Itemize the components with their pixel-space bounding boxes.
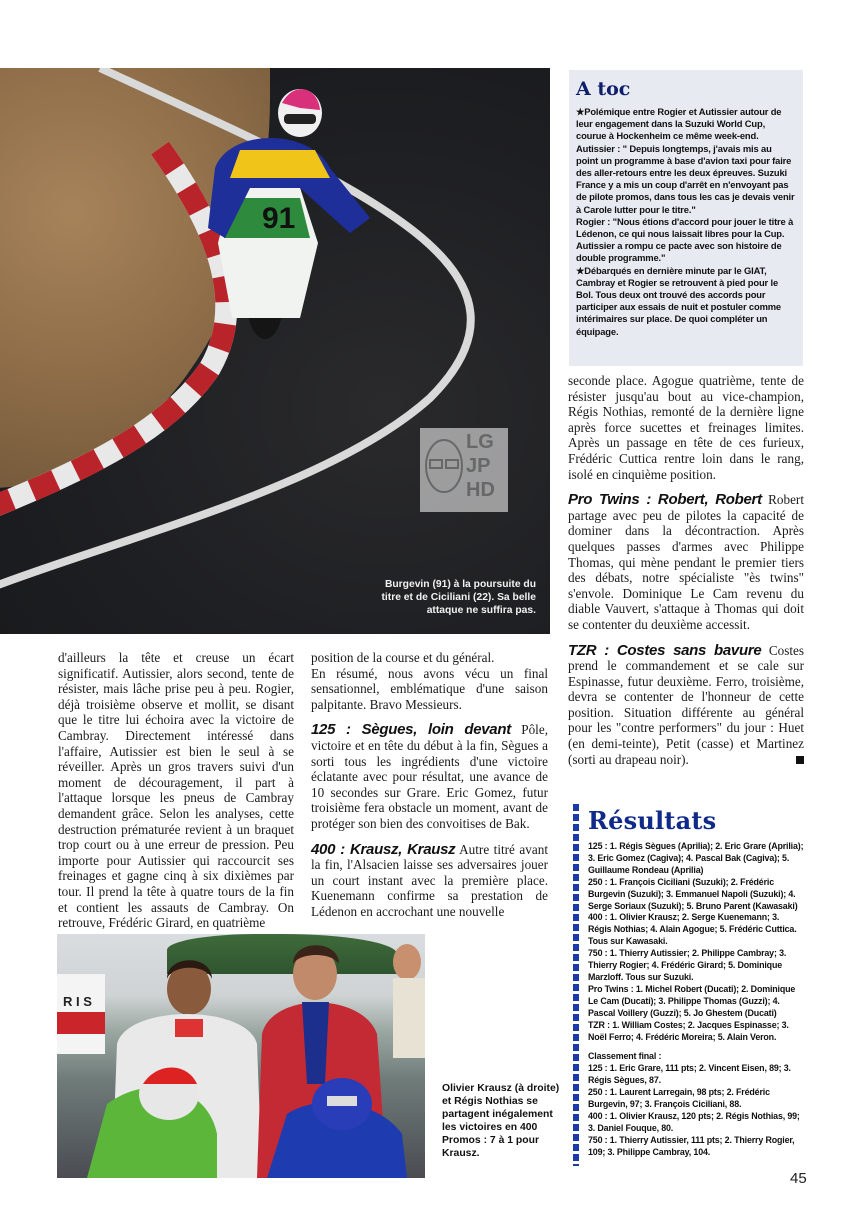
- article-column-3: [568, 373, 804, 777]
- watermark-face-icon: [420, 428, 468, 512]
- section-heading-tzr: TZR : Costes sans bavure: [568, 641, 762, 659]
- results-title: Résultats: [588, 806, 717, 835]
- atoc-paragraph: ★Débarqués en dernière minute par le GIAT, Cambray et Rogier se retrouvent à pied pour le Bol. Tous deux ont trouvé des accords pour participer aux essais de nuit et postuler comme intérimaires sur place. De quoi compléter un équipage.: [576, 264, 782, 337]
- watermark-text: LG JP HD: [466, 431, 495, 501]
- end-mark: [796, 756, 804, 764]
- result-line: Pro Twins : 1. Michel Robert (Ducati); 2. Dominique Le Cam (Ducati); 3. Philippe Thomas (Guzzi); 4. Pascal Voillery (Guzzi); 5. Jo Ghestem (Ducati): [588, 983, 796, 1018]
- article-paragraph: Pôle, victoire et en tête du début à la fin, Sègues a sorti tous les ingrédients d'une victoire éclatante avec pour résultat, une avance de 10 secondes sur Grare. Eric Gomez, futur troisième fera obstacle un moment, avant de protéger son bien des convoitises de Bak.: [311, 722, 548, 831]
- section-heading-125: 125 : Sègues, loin devant: [311, 721, 511, 739]
- riders-photo: [57, 934, 425, 1178]
- article-paragraph: Robert partage avec peu de pilotes la capacité de dominer dans la décontraction. Après quelques passes d'armes avec Philippe Thomas, qui mène pendant le premier tiers des débats, notre spécialiste "ès twins" s'envole. Dominique Le Cam revenu du diable Vauvert, s'attaque à Thomas qui doit se contenter du deuxième accessit.: [568, 492, 804, 632]
- final-line: 125 : 1. Eric Grare, 111 pts; 2. Vincent Eisen, 89; 3. Régis Sègues, 87.: [588, 1063, 791, 1086]
- article-paragraph: En résumé, nous avons vécu un final sensationnel, emblématique d'une saison palpitante. Bravo Messieurs.: [311, 665, 548, 712]
- atoc-paragraph: Rogier : "Nous étions d'accord pour jouer le titre à Lédenon, ce qui nous laissait libres pour la Cup. Autissier a rompu ce pacte avec son histoire de double programme.": [576, 215, 794, 264]
- track-photo-drawing: [0, 68, 550, 634]
- final-line: 400 : 1. Olivier Krausz, 120 pts; 2. Régis Nothias, 99; 3. Daniel Fouque, 80.: [588, 1110, 800, 1133]
- result-line: TZR : 1. William Costes; 2. Jacques Espinasse; 3. Noël Ferro; 4. Frédéric Moreira; 5. Alain Veron.: [588, 1019, 789, 1042]
- atoc-box: [569, 70, 803, 366]
- result-line: 750 : 1. Thierry Autissier; 2. Philippe Cambray; 3. Thierry Rogier; 4. Frédéric Girard; 5. Dominique Marzloff. Tous sur Suzuki.: [588, 948, 787, 982]
- riders-photo-drawing: [57, 934, 425, 1178]
- results-stripe: [573, 804, 579, 1166]
- final-line: 250 : 1. Laurent Larregain, 98 pts; 2. Frédéric Burgevin, 97; 3. François Ciciliani, 88.: [588, 1087, 770, 1110]
- article-column-1: [58, 650, 294, 941]
- article-column-2: [311, 650, 548, 930]
- article-paragraph: Costes prend le commandement et se cale sur Espinasse, futur deuxième. Ferro, troisième, devra se contenter de l'honneur de cette position. Situation différente au général pour les "contre performers" du jour : Huet (en demi-teinte), Petit (casse) et Martinez (sorti au drapeau noir).: [568, 642, 804, 767]
- atoc-paragraph: Autissier : " Depuis longtemps, j'avais mis au point un programme à base d'avion taxi pour faire des aller-retours entre les deux épreuves. Suzuki France y a mis un coup d'arrêt en n'envoyant pas de pilote promos, dans tous les cas je devais venir à Carole lutter pour le titre.": [576, 142, 795, 215]
- article-paragraph: seconde place. Agogue quatrième, tente de résister jusqu'au bout au vice-champion, Régis Nothias, remonté de la dernière ligne après force sucettes et freinages limites. Après un passage en tête de ces furieux, Frédéric Cuttica rentre loin dans le rang, isolé en cinquième position.: [568, 373, 804, 482]
- result-line: 400 : 1. Olivier Krausz; 2. Serge Kuenemann; 3. Régis Nothias; 4. Alain Agogue; 5. Frédéric Cuttica. Tous sur Kawasaki.: [588, 912, 797, 947]
- atoc-title: A toc: [576, 78, 631, 100]
- track-photo: [0, 68, 550, 634]
- final-line: 750 : 1. Thierry Autissier, 111 pts; 2. Thierry Rogier, 109; 3. Philippe Cambray, 104.: [588, 1134, 795, 1157]
- result-line: 250 : 1. François Ciciliani (Suzuki); 2. Frédéric Burgevin (Suzuki); 3. Emmanuel Napoli (Suzuki); 4. Serge Soriaux (Suzuki); 5. Bruno Parent (Kawasaki): [588, 876, 798, 911]
- article-paragraph: d'ailleurs la tête et creuse un écart significatif. Autissier, alors second, tente de résister, mais lâche prise peu à peu. Rogier, déjà troisième observe et mollit, se disant que le titre lui échoira avec la victoire de Cambray. Directement intéressé dans l'affaire, Autissier est bien le seul à se réveiller. Après un gros travers suivi d'un moment de découragement, il part à l'attaque lorsque les pneus de Cambray demandent grâce. Selon les analyses, cette destruction prématurée revient à un braquet trop court ou à une erreur de pression. Peu importe pour Autissier qui raccourcit ses freinages et gagne cinq à six dixièmes par tour. Il prend la tête à quatre tours de la fin et contient les assauts de Cambray. On retrouve, Frédéric Girard, en quatrième: [58, 650, 294, 931]
- sign-text: R I S: [63, 994, 92, 1009]
- article-paragraph: Autre titré avant la fin, l'Alsacien laisse ses adversaires jouer un court instant avec la première place. Kuenemann confirme sa prestation de Lédenon en accrochant une nouvelle: [311, 841, 548, 919]
- result-line: 125 : 1. Régis Sègues (Aprilia); 2. Eric Grare (Aprilia); 3. Eric Gomez (Cagiva); 4. Pascal Bak (Cagiva); 5. Guillaume Rondeau (Aprilia): [588, 841, 804, 875]
- article-paragraph: position de la course et du général.: [311, 650, 495, 665]
- atoc-paragraph: ★Polémique entre Rogier et Autissier autour de leur engagement dans la Suzuki World Cup, courue à Hockenheim ce même week-end.: [576, 106, 782, 142]
- watermark: [420, 428, 508, 512]
- section-heading-pro-twins: Pro Twins : Robert, Robert: [568, 491, 762, 509]
- section-heading-400: 400 : Krausz, Krausz: [311, 840, 456, 858]
- rider-number: 91: [262, 202, 296, 235]
- photo-caption: Burgevin (91) à la poursuite du titre et de Ciciliani (22). Sa belle attaque ne suffira pas.: [381, 579, 536, 616]
- results-box: [570, 800, 808, 1170]
- page-number: 45: [790, 1170, 807, 1187]
- riders-photo-caption: Olivier Krausz (à droite) et Régis Nothias se partagent inégalement les victoires en 400 Promos : 7 à 1 pour Krausz.: [442, 1083, 560, 1159]
- final-standings-title: Classement final :: [588, 1051, 662, 1062]
